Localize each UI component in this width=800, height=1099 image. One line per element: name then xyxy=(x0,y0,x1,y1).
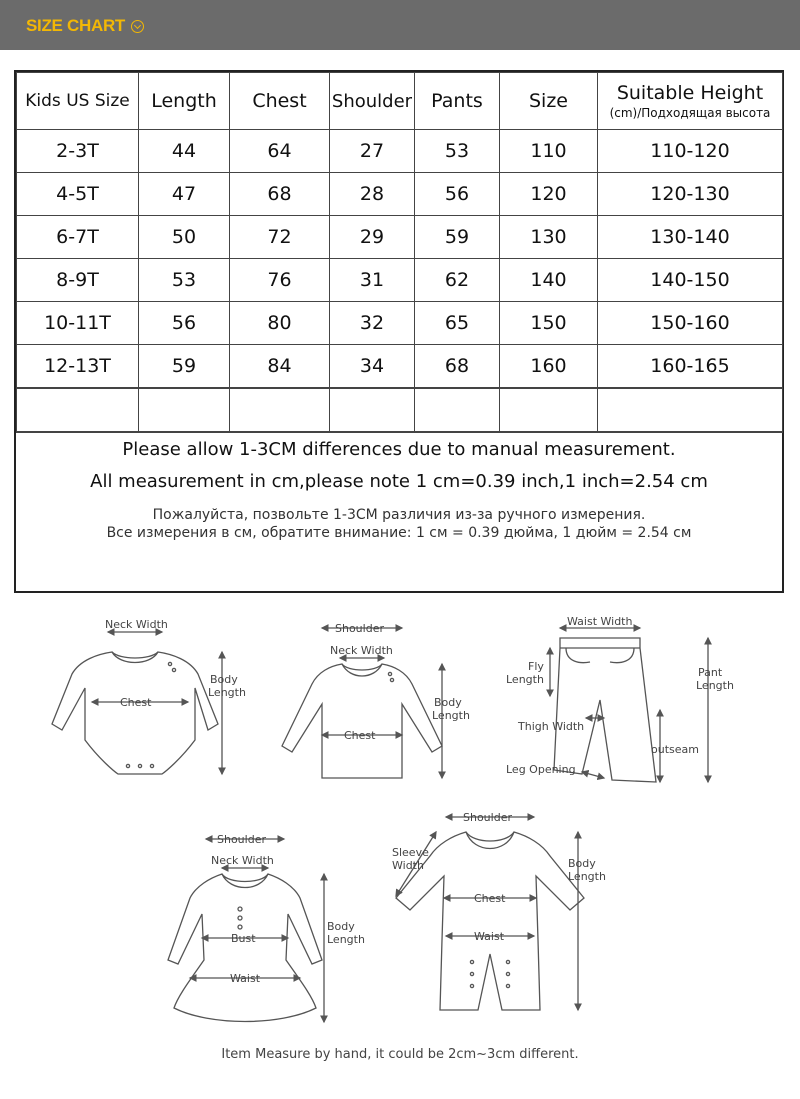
table-row xyxy=(17,173,783,216)
note-ru-2: Все измерения в см, обратите внимание: 1 см = 0.39 дюйма, 1 дюйм = 2.54 см xyxy=(106,525,692,541)
table-cell: 56 xyxy=(415,173,500,216)
romper-body-label: Body xyxy=(568,857,596,870)
dress-diagram xyxy=(168,833,365,1022)
note-en-1: Please allow 1-3CM differences due to manual measurement. xyxy=(122,439,676,460)
romper-sleeve-width-label: Width xyxy=(392,859,424,872)
pants-fly-length-label: Length xyxy=(506,673,544,686)
suitable-height-sublabel: (cm)/Подходящая высота xyxy=(609,106,771,120)
dress-shoulder-label: Shoulder xyxy=(217,833,266,846)
dress-neck-label: Neck Width xyxy=(211,854,274,867)
pants-waist-label: Waist Width xyxy=(567,615,633,628)
pants-leg-opening-label: Leg Opening xyxy=(506,763,576,776)
table-cell: 8-9T xyxy=(17,259,139,302)
dress-bust-label: Bust xyxy=(231,932,256,945)
table-body xyxy=(17,130,783,389)
header-length: Length xyxy=(139,73,230,130)
romper-shoulder-label: Shoulder xyxy=(463,811,512,824)
table-cell: 110 xyxy=(500,130,598,173)
table-cell: 65 xyxy=(415,302,500,345)
table-cell: 72 xyxy=(230,216,330,259)
table-cell: 34 xyxy=(330,345,415,389)
top-length-label: Length xyxy=(432,709,470,722)
table-cell: 28 xyxy=(330,173,415,216)
suitable-height-label: Suitable Height xyxy=(616,82,764,104)
measurement-notes xyxy=(16,434,782,542)
table-cell: 160 xyxy=(500,345,598,389)
top-shoulder-label: Shoulder xyxy=(335,622,384,635)
header-chest: Chest xyxy=(230,73,330,130)
romper-length-label: Length xyxy=(568,870,606,883)
pants-length-label: Length xyxy=(696,679,734,692)
header-kids-us-size: Kids US Size xyxy=(17,73,139,130)
table-cell: 110-120 xyxy=(598,130,783,173)
pants-thigh-label: Thigh Width xyxy=(518,720,585,733)
header-pants: Pants xyxy=(415,73,500,130)
table-cell: 120-130 xyxy=(598,173,783,216)
table-cell: 6-7T xyxy=(17,216,139,259)
pants-fly-label: Fly xyxy=(528,660,544,673)
romper-chest-label: Chest xyxy=(474,892,506,905)
table-row xyxy=(17,259,783,302)
table-cell: 140 xyxy=(500,259,598,302)
bodysuit-chest-label: Chest xyxy=(120,696,152,709)
size-table xyxy=(16,72,783,433)
bodysuit-length-label: Length xyxy=(208,686,246,699)
top-diagram xyxy=(282,622,470,778)
table-cell: 44 xyxy=(139,130,230,173)
table-cell: 84 xyxy=(230,345,330,389)
romper-waist-label: Waist xyxy=(474,930,505,943)
table-cell: 59 xyxy=(139,345,230,389)
table-cell: 27 xyxy=(330,130,415,173)
chevron-down-circle-icon[interactable] xyxy=(131,20,144,33)
table-row xyxy=(17,302,783,345)
table-cell: 68 xyxy=(415,345,500,389)
measure-footnote: Item Measure by hand, it could be 2cm~3cm different. xyxy=(221,1047,579,1062)
table-cell: 4-5T xyxy=(17,173,139,216)
top-neck-label: Neck Width xyxy=(330,644,393,657)
table-cell: 50 xyxy=(139,216,230,259)
table-cell: 29 xyxy=(330,216,415,259)
table-cell: 150 xyxy=(500,302,598,345)
table-cell: 80 xyxy=(230,302,330,345)
pants-pant-label: Pant xyxy=(698,666,723,679)
measurement-diagrams xyxy=(0,600,800,1095)
table-cell: 2-3T xyxy=(17,130,139,173)
table-cell: 56 xyxy=(139,302,230,345)
table-cell: 31 xyxy=(330,259,415,302)
header-bar xyxy=(0,0,800,50)
table-cell: 10-11T xyxy=(17,302,139,345)
header-shoulder: Shoulder xyxy=(330,73,415,130)
size-chart-title: SIZE CHART xyxy=(26,16,126,35)
table-header-row xyxy=(17,73,783,130)
romper-diagram xyxy=(392,811,606,1010)
table-cell: 32 xyxy=(330,302,415,345)
table-row-empty xyxy=(17,388,783,432)
dress-waist-label: Waist xyxy=(230,972,261,985)
table-cell: 76 xyxy=(230,259,330,302)
table-cell: 130 xyxy=(500,216,598,259)
table-cell: 53 xyxy=(415,130,500,173)
table-cell: 12-13T xyxy=(17,345,139,389)
table-cell: 160-165 xyxy=(598,345,783,389)
table-cell: 150-160 xyxy=(598,302,783,345)
dress-body-label: Body xyxy=(327,920,355,933)
table-cell: 53 xyxy=(139,259,230,302)
table-row xyxy=(17,216,783,259)
dress-length-label: Length xyxy=(327,933,365,946)
size-chart-box xyxy=(14,70,784,593)
table-cell: 47 xyxy=(139,173,230,216)
romper-sleeve-label: Sleeve xyxy=(392,846,429,859)
table-row xyxy=(17,130,783,173)
table-row xyxy=(17,345,783,389)
header-size: Size xyxy=(500,73,598,130)
table-cell: 64 xyxy=(230,130,330,173)
table-cell: 68 xyxy=(230,173,330,216)
bodysuit-neck-label: Neck Width xyxy=(105,618,168,631)
pants-diagram xyxy=(506,615,734,782)
header-suitable-height xyxy=(598,73,783,130)
bodysuit-body-label: Body xyxy=(210,673,238,686)
top-body-label: Body xyxy=(434,696,462,709)
note-en-2: All measurement in cm,please note 1 cm=0.39 inch,1 inch=2.54 cm xyxy=(90,471,708,492)
table-cell: 130-140 xyxy=(598,216,783,259)
bodysuit-diagram xyxy=(52,618,246,774)
top-chest-label: Chest xyxy=(344,729,376,742)
table-cell: 120 xyxy=(500,173,598,216)
note-ru-1: Пожалуйста, позвольте 1-3СМ различия из-за ручного измерения. xyxy=(152,507,646,523)
table-cell: 62 xyxy=(415,259,500,302)
table-cell: 59 xyxy=(415,216,500,259)
table-cell: 140-150 xyxy=(598,259,783,302)
pants-outseam-label: outseam xyxy=(651,743,699,756)
